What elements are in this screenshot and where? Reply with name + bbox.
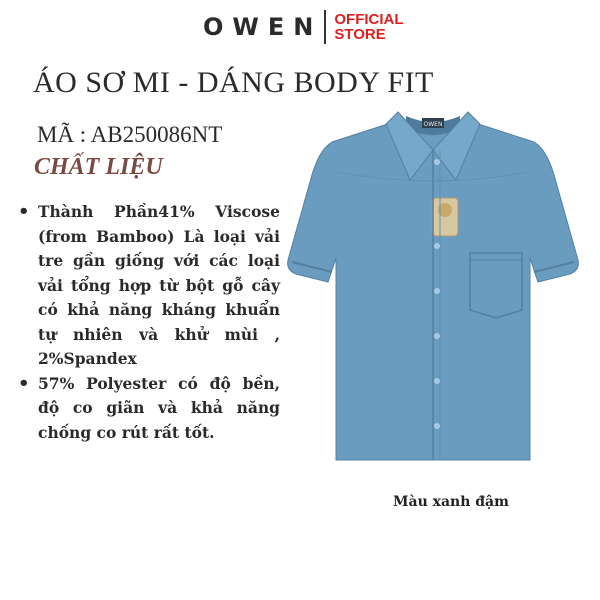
shirt-image	[282, 98, 582, 468]
color-label: Màu xanh đậm	[393, 494, 509, 510]
product-code: MÃ : AB250086NT	[37, 122, 223, 147]
product-title: ÁO SƠ MI - DÁNG BODY FIT	[33, 66, 434, 99]
material-list	[18, 200, 280, 445]
store-text: STORE	[334, 26, 386, 43]
official-store-label	[334, 12, 403, 42]
official-text: OFFICIAL	[334, 11, 404, 28]
collar-label: OWEN	[423, 121, 443, 128]
owen-logo: OWEN	[203, 13, 323, 41]
brand-header	[203, 6, 404, 48]
material-item: • Thành Phần41% Viscose (from Bamboo) Là loại vải tre gần giống với các loại vải tổng hợp từ bột gỗ cây có khả năng kháng khuẩn tự nhiên và khử mùi , 2%Spandex	[18, 200, 280, 372]
material-heading: CHẤT LIỆU	[34, 154, 163, 180]
material-item: • 57% Polyester có độ bền, độ co giãn và khả năng chống co rút rất tốt.	[18, 372, 280, 446]
brand-divider	[324, 10, 326, 44]
